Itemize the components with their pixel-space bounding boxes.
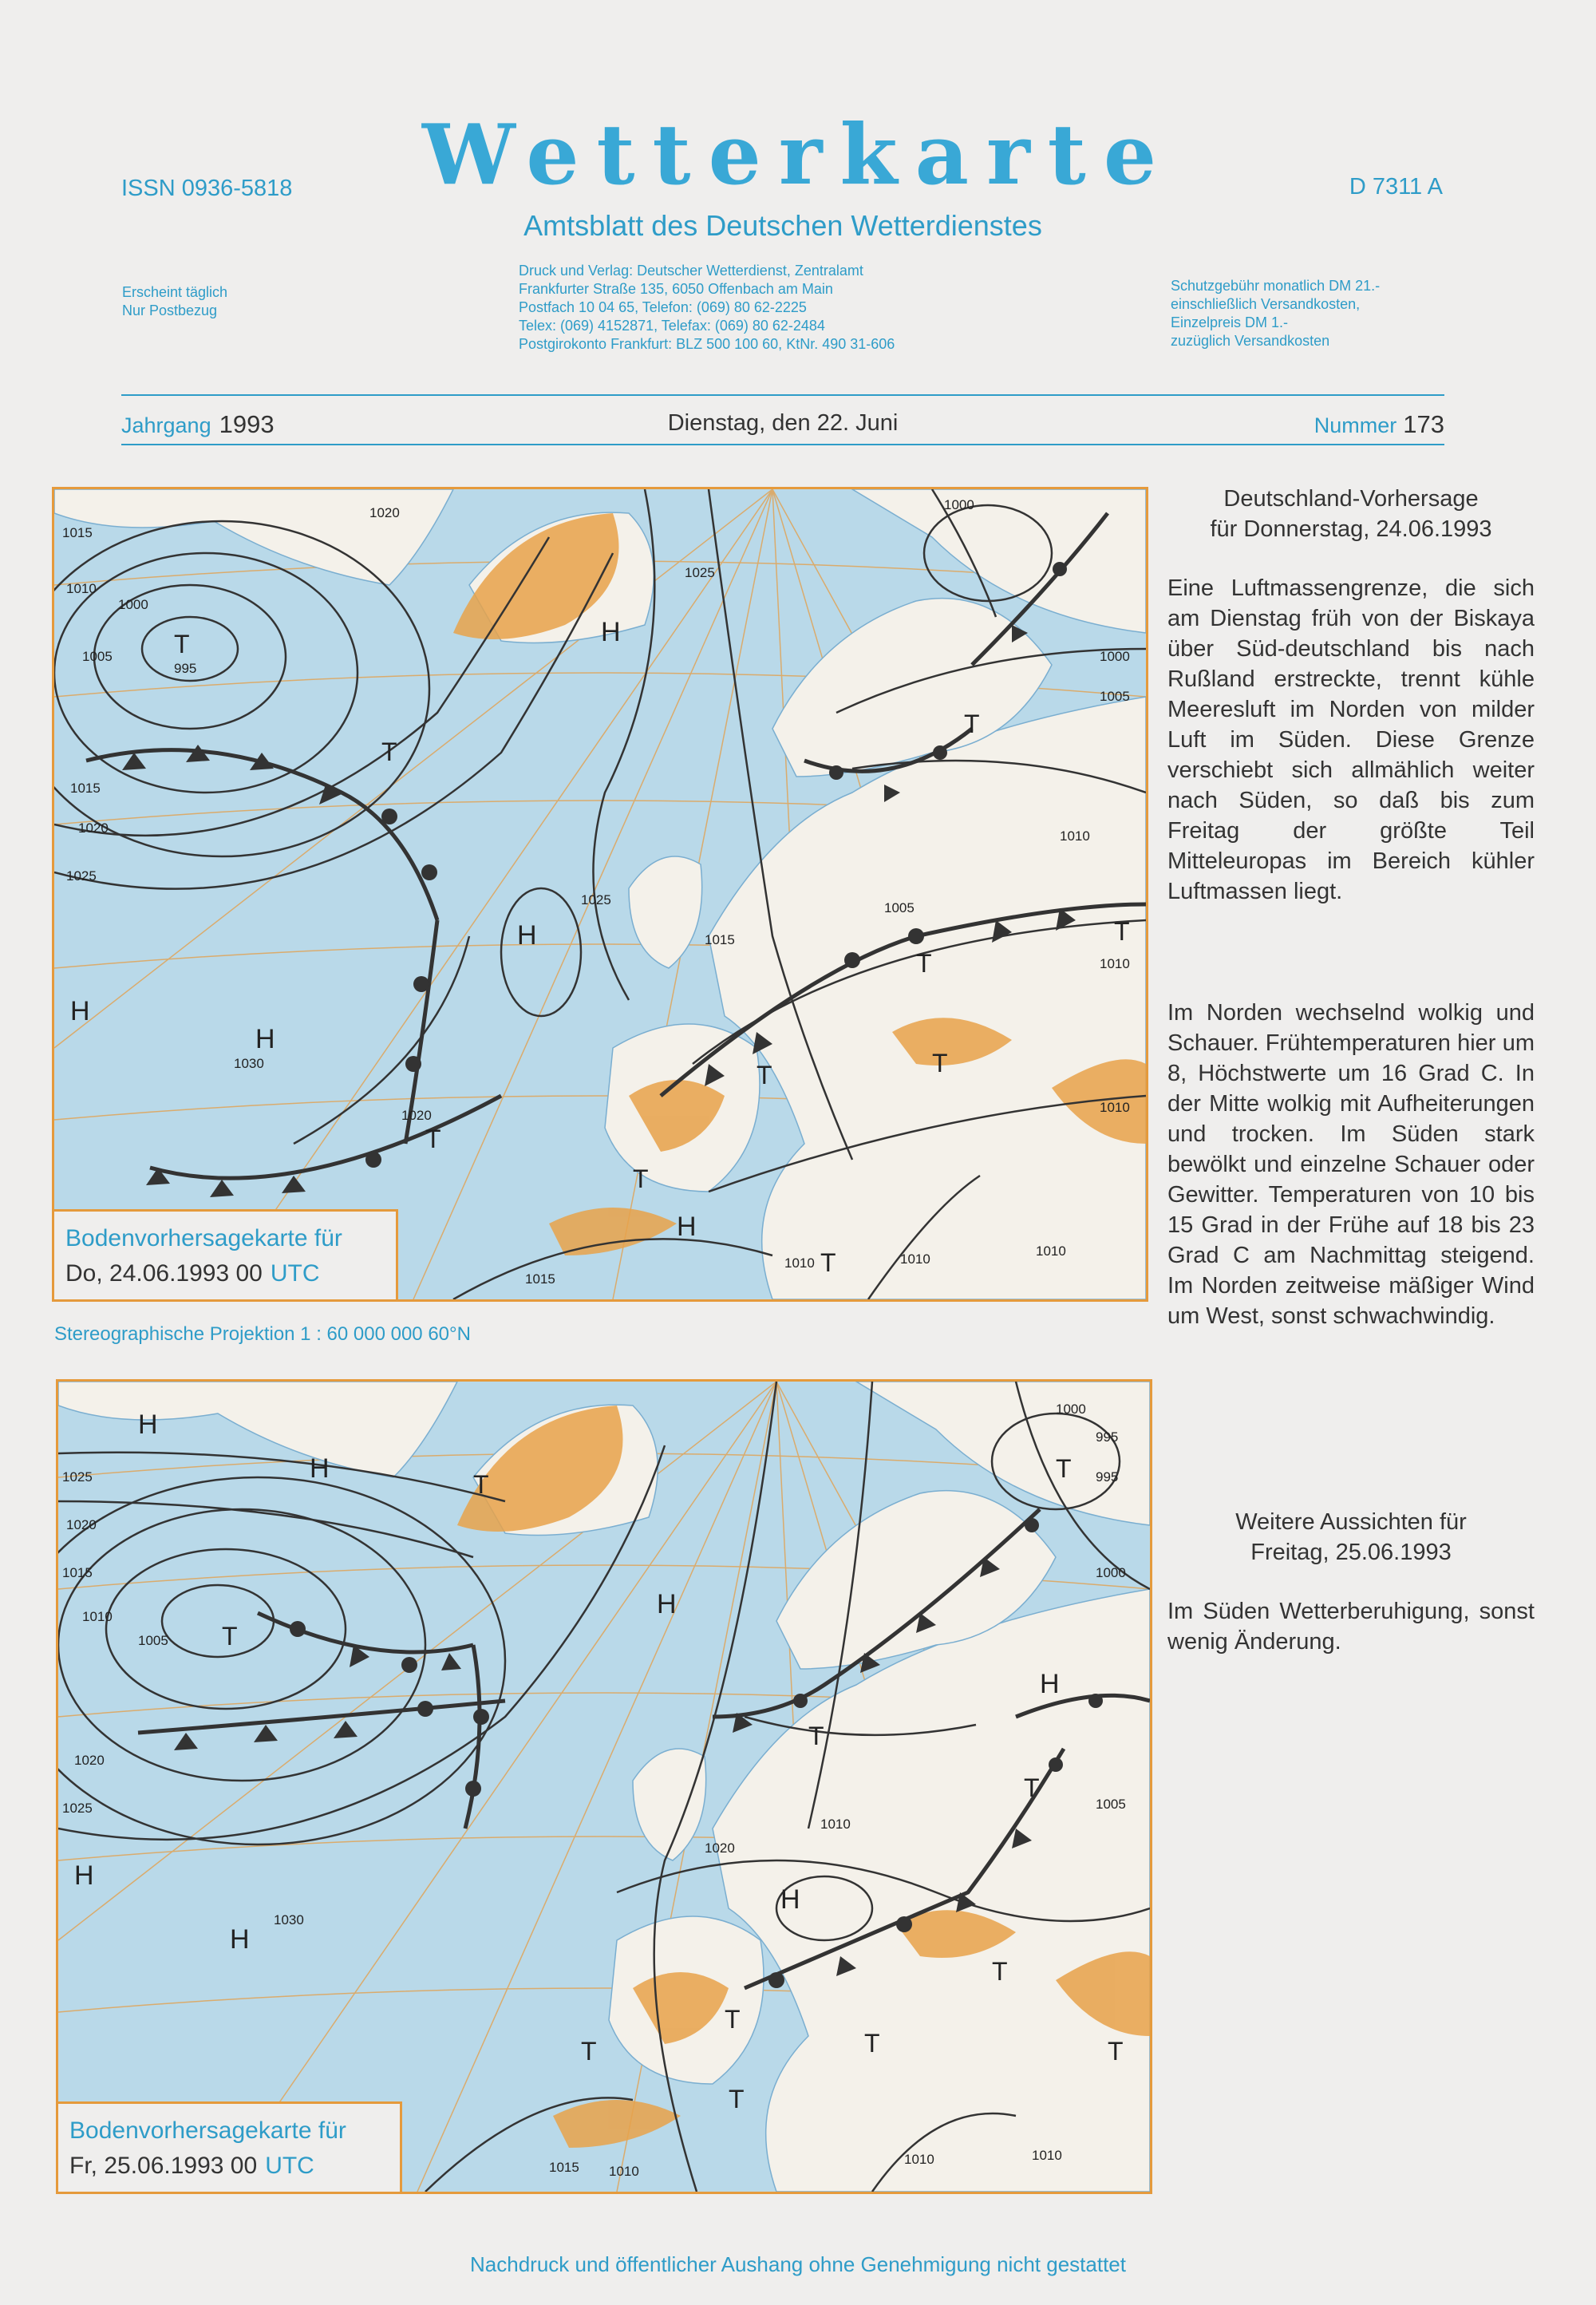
high-pressure-label: H [255, 1024, 275, 1054]
isobar-label: 1010 [1032, 2148, 1062, 2163]
jahrgang: Jahrgang 1993 [121, 410, 275, 438]
high-pressure-label: H [1040, 1669, 1060, 1699]
low-pressure-label: T [1114, 917, 1130, 946]
isobar-label: 1010 [1060, 828, 1090, 844]
low-pressure-label: T [1056, 1454, 1072, 1483]
isobar-label: 1000 [1056, 1402, 1086, 1417]
high-pressure-label: H [230, 1924, 250, 1955]
isobar-label: 1025 [685, 565, 715, 580]
isobar-label: 1010 [1036, 1243, 1066, 1259]
isobar-label: 1000 [944, 497, 974, 512]
isobar-label: 1015 [62, 525, 93, 540]
isobar-label: 1020 [66, 1517, 97, 1532]
issue-number: Nummer 173 [1314, 410, 1444, 438]
forecast-map-friday [56, 1379, 1152, 2194]
isobar-label: 1025 [66, 868, 97, 884]
forecast-paragraph-1: Eine Luftmassengrenze, die sich am Dienstag früh von der Biskaya über Süd-deutschland bis nach Rußland erstreckte, trennt kühle Meeresluft im Norden von milder Luft im Süden. Diese Grenze verschiebt sich allmählich weiter nach Süden, so daß bis zum Freitag der größte Teil Mitteleuropas im Bereich kühler Luftmassen liegt. [1167, 575, 1535, 904]
isobar-label: 995 [1096, 1469, 1119, 1485]
projection-note: Stereographische Projektion 1 : 60 000 000 60°N [54, 1323, 471, 1345]
masthead-subtitle: Amtsblatt des Deutschen Wetterdienstes [523, 209, 1042, 242]
divider-top [121, 394, 1444, 396]
forecast-heading: Deutschland-Vorhersage für Donnerstag, 24.06.1993 [1210, 486, 1492, 542]
high-pressure-label: H [517, 920, 537, 951]
isobar-label: 1030 [234, 1056, 264, 1071]
low-pressure-label: T [581, 2037, 597, 2066]
forecast-paragraph-2: Im Norden wechselnd wolkig und Schauer. Frühtemperaturen hier um 8, Höchstwerte um 16 Grad C. In der Mitte wolkig mit Aufheiterungen und trocken. Im Süden stark bewölkt und einzelne Schauer oder Gewitter. Temperaturen von 10 bis 15 Grad in der Frühe auf 18 bis 23 Grad C am Nachmittag steigend. Im Norden zeitweise mäßiger Wind um West, sonst schwachwindig. [1167, 1000, 1535, 1329]
isobar-label: 1020 [78, 820, 109, 836]
low-pressure-label: T [916, 949, 932, 978]
isobar-label: 1025 [62, 1469, 93, 1485]
isobar-label: 1020 [74, 1753, 105, 1768]
isobar-label: 1030 [274, 1912, 304, 1927]
issn: ISSN 0936-5818 [121, 176, 293, 201]
isobar-label: 1010 [609, 2164, 639, 2179]
isobar-label: 1010 [784, 1255, 815, 1271]
publication-frequency: Erscheint täglich Nur Postbezug [122, 284, 228, 318]
isobar-label: 995 [1096, 1429, 1119, 1445]
high-pressure-label: H [70, 996, 90, 1026]
isobar-label: 1020 [401, 1108, 432, 1123]
isobar-label: 1005 [82, 649, 113, 664]
isobar-label: 1010 [820, 1817, 851, 1832]
outlook-text: Im Süden Wetterberuhigung, sonst wenig Änderung. [1167, 1599, 1535, 1655]
low-pressure-label: T [932, 1049, 948, 1077]
high-pressure-label: H [601, 617, 621, 647]
publisher-info: Druck und Verlag: Deutscher Wetterdienst, Zentralamt Frankfurter Straße 135, 6050 Offenbach am Main Postfach 10 04 65, Telefon: (069) 80 62-2225 Telex: (069) 4152871, Telefax: (069) 80 62-2484 Postgirokonto Frankfurt: BLZ 500 100 60, KtNr. 490 31-606 [519, 263, 895, 352]
high-pressure-label: H [310, 1453, 330, 1484]
low-pressure-label: T [222, 1622, 238, 1651]
outlook-heading: Weitere Aussichten für Freitag, 25.06.1993 [1235, 1509, 1467, 1565]
high-pressure-label: H [138, 1409, 158, 1440]
price-info: Schutzgebühr monatlich DM 21.- einschließlich Versandkosten, Einzelpreis DM 1.- zuzüglich Versandkosten [1171, 278, 1381, 349]
high-pressure-label: H [74, 1860, 94, 1891]
low-pressure-label: T [864, 2029, 880, 2058]
map-caption-friday: Bodenvorhersagekarte für Fr, 25.06.1993 00 UTC [58, 2101, 402, 2192]
isobar-label: 1020 [369, 505, 400, 520]
isobar-label: 1005 [138, 1633, 168, 1648]
low-pressure-label: T [964, 710, 980, 738]
low-pressure-label: T [725, 2005, 741, 2034]
issue-bar [121, 405, 1444, 437]
isobar-label: 1010 [82, 1609, 113, 1624]
isobar-label: 1010 [900, 1251, 930, 1267]
low-pressure-label: T [1108, 2037, 1124, 2066]
isobar-label: 1005 [884, 900, 915, 915]
forecast-map-thursday [52, 487, 1148, 1302]
map-graphic [58, 1382, 1150, 2192]
isobar-label: 1010 [1100, 1100, 1130, 1115]
low-pressure-label: T [473, 1470, 489, 1499]
low-pressure-label: T [633, 1164, 649, 1193]
low-pressure-label: T [808, 1722, 824, 1750]
low-pressure-label: T [992, 1957, 1008, 1986]
high-pressure-label: H [677, 1212, 697, 1242]
masthead-title: Wetterkarte [422, 105, 1174, 204]
low-pressure-label: T [1024, 1773, 1040, 1802]
isobar-label: 1010 [1100, 956, 1130, 971]
high-pressure-label: H [657, 1589, 677, 1619]
map-graphic [54, 489, 1146, 1299]
isobar-label: 1015 [705, 932, 735, 947]
isobar-label: 1000 [1100, 649, 1130, 664]
low-pressure-label: T [757, 1061, 772, 1089]
divider-bottom [121, 444, 1444, 445]
isobar-label: 1025 [581, 892, 611, 907]
isobar-label: 1020 [705, 1840, 735, 1856]
low-pressure-label: T [425, 1125, 441, 1153]
postal-code: D 7311 A [1349, 174, 1443, 200]
isobar-label: 1025 [62, 1801, 93, 1816]
isobar-label: 1015 [70, 781, 101, 796]
footer-notice: Nachdruck und öffentlicher Aushang ohne Genehmigung nicht gestattet [470, 2252, 1126, 2276]
high-pressure-label: H [780, 1884, 800, 1915]
issue-date: Dienstag, den 22. Juni [667, 410, 899, 436]
isobar-label: 995 [174, 661, 197, 676]
low-pressure-label: T [174, 630, 190, 658]
isobar-label: 1010 [66, 581, 97, 596]
isobar-label: 1000 [118, 597, 148, 612]
isobar-label: 1000 [1096, 1565, 1126, 1580]
isobar-label: 1015 [62, 1565, 93, 1580]
isobar-label: 1005 [1096, 1797, 1126, 1812]
low-pressure-label: T [381, 737, 397, 766]
map-caption-thursday: Bodenvorhersagekarte für Do, 24.06.1993 00 UTC [54, 1209, 398, 1299]
isobar-label: 1015 [549, 2160, 579, 2175]
isobar-label: 1010 [904, 2152, 934, 2167]
low-pressure-label: T [729, 2085, 745, 2113]
isobar-label: 1005 [1100, 689, 1130, 704]
low-pressure-label: T [820, 1248, 836, 1277]
isobar-label: 1015 [525, 1271, 555, 1287]
